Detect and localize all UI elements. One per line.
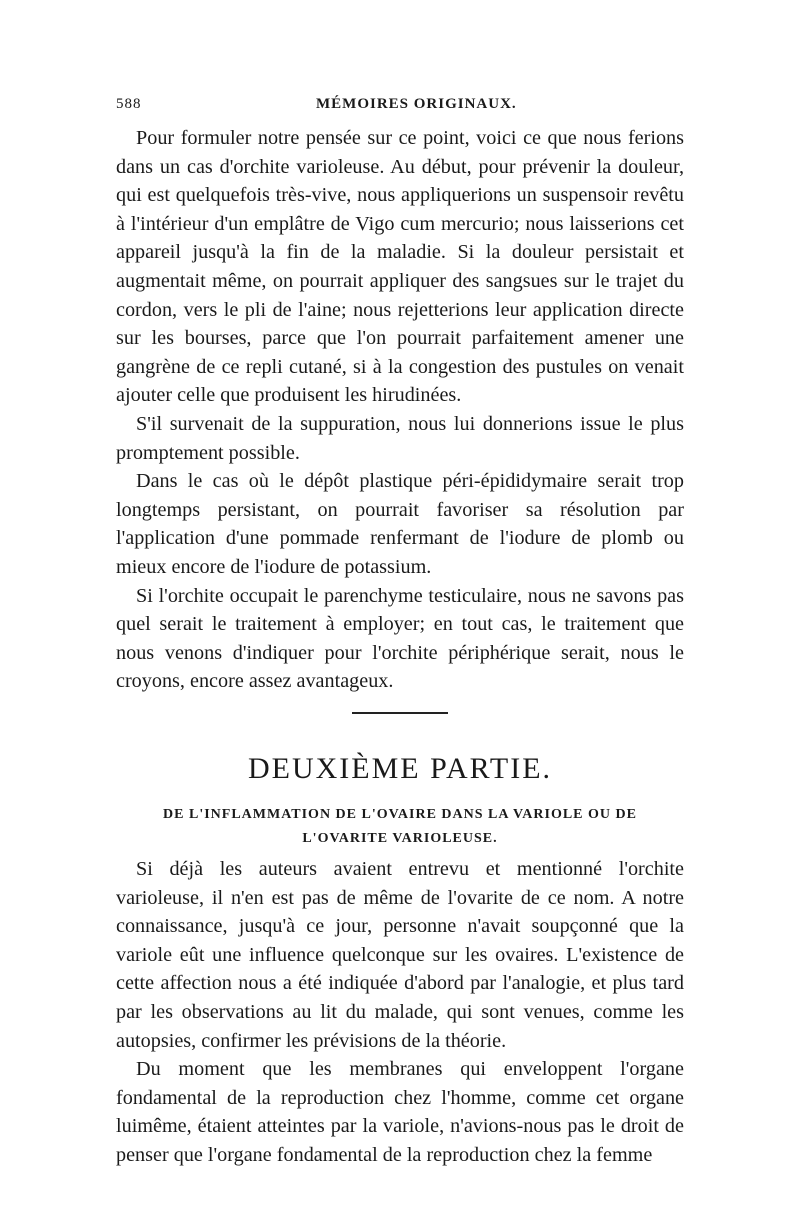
paragraph: Dans le cas où le dépôt plastique péri-épididymaire serait trop longtemps persistant, on pourrait favoriser sa résolution par l'application d'une pommade renfermant de l'iodure de plomb ou mieux encore de l'iodure de potassium. (116, 470, 684, 578)
section-subtitle-line: L'OVARITE VARIOLEUSE. (302, 831, 498, 846)
paragraph: S'il survenait de la suppuration, nous lui donnerions issue le plus promptement possible. (116, 412, 684, 464)
paragraph: Du moment que les membranes qui enveloppent l'organe fondamental de la reproduction chez l'homme, comme cet organe luimême, étaient atteintes par la variole, n'avions-nous pas le droit de penser que l'organe fondamental de la reproduction chez la femme (116, 1058, 684, 1166)
section-subtitle-line: DE L'INFLAMMATION DE L'OVAIRE DANS LA VARIOLE OU DE (163, 807, 637, 822)
page-number: 588 (116, 96, 142, 112)
paragraph: Pour formuler notre pensée sur ce point, voici ce que nous ferions dans un cas d'orchite varioleuse. Au début, pour prévenir la douleur, qui est quelquefois très-vive, nous appliquerions un suspensoir revêtu à l'intérieur d'un emplâtre de Vigo cum mercurio; nous laisserions cet appareil jusqu'à la fin de la maladie. Si la douleur persistait et augmentait même, on pourrait appliquer des sangsues sur le trajet du cordon, vers le pli de l'aine; nous rejetterions leur application directe sur les bourses, parce que l'on pourrait parfaitement amener une gangrène de ce repli cutané, si à la congestion des pustules on venait ajouter celle que produisent les hirudinées. (116, 127, 684, 407)
body-text-bottom (116, 855, 684, 1170)
section-subtitle (116, 803, 684, 851)
body-text-top (116, 124, 684, 696)
paragraph: Si l'orchite occupait le parenchyme testiculaire, nous ne savons pas quel serait le traitement à employer; en tout cas, le traitement que nous venons d'indiquer pour l'orchite périphérique serait, nous le croyons, encore assez avantageux. (116, 584, 684, 693)
section-title: DEUXIÈME PARTIE. (247, 752, 553, 785)
running-title: MÉMOIRES ORIGINAUX. (316, 96, 517, 112)
paragraph: Si déjà les auteurs avaient entrevu et mentionné l'orchite varioleuse, il n'en est pas de même de l'ovarite de ce nom. A notre connaissance, jusqu'à ce jour, personne n'avait soupçonné que la variole eût une influence quelconque sur les ovaires. L'existence de cette affection nous a été indiquée d'abord par l'analogie, et plus tard par les observations au lit du malade, qui sont venues, comme les autopsies, confirmer les prévisions de la théorie. (116, 858, 684, 1052)
section-divider (352, 712, 448, 714)
page-header (116, 96, 684, 118)
